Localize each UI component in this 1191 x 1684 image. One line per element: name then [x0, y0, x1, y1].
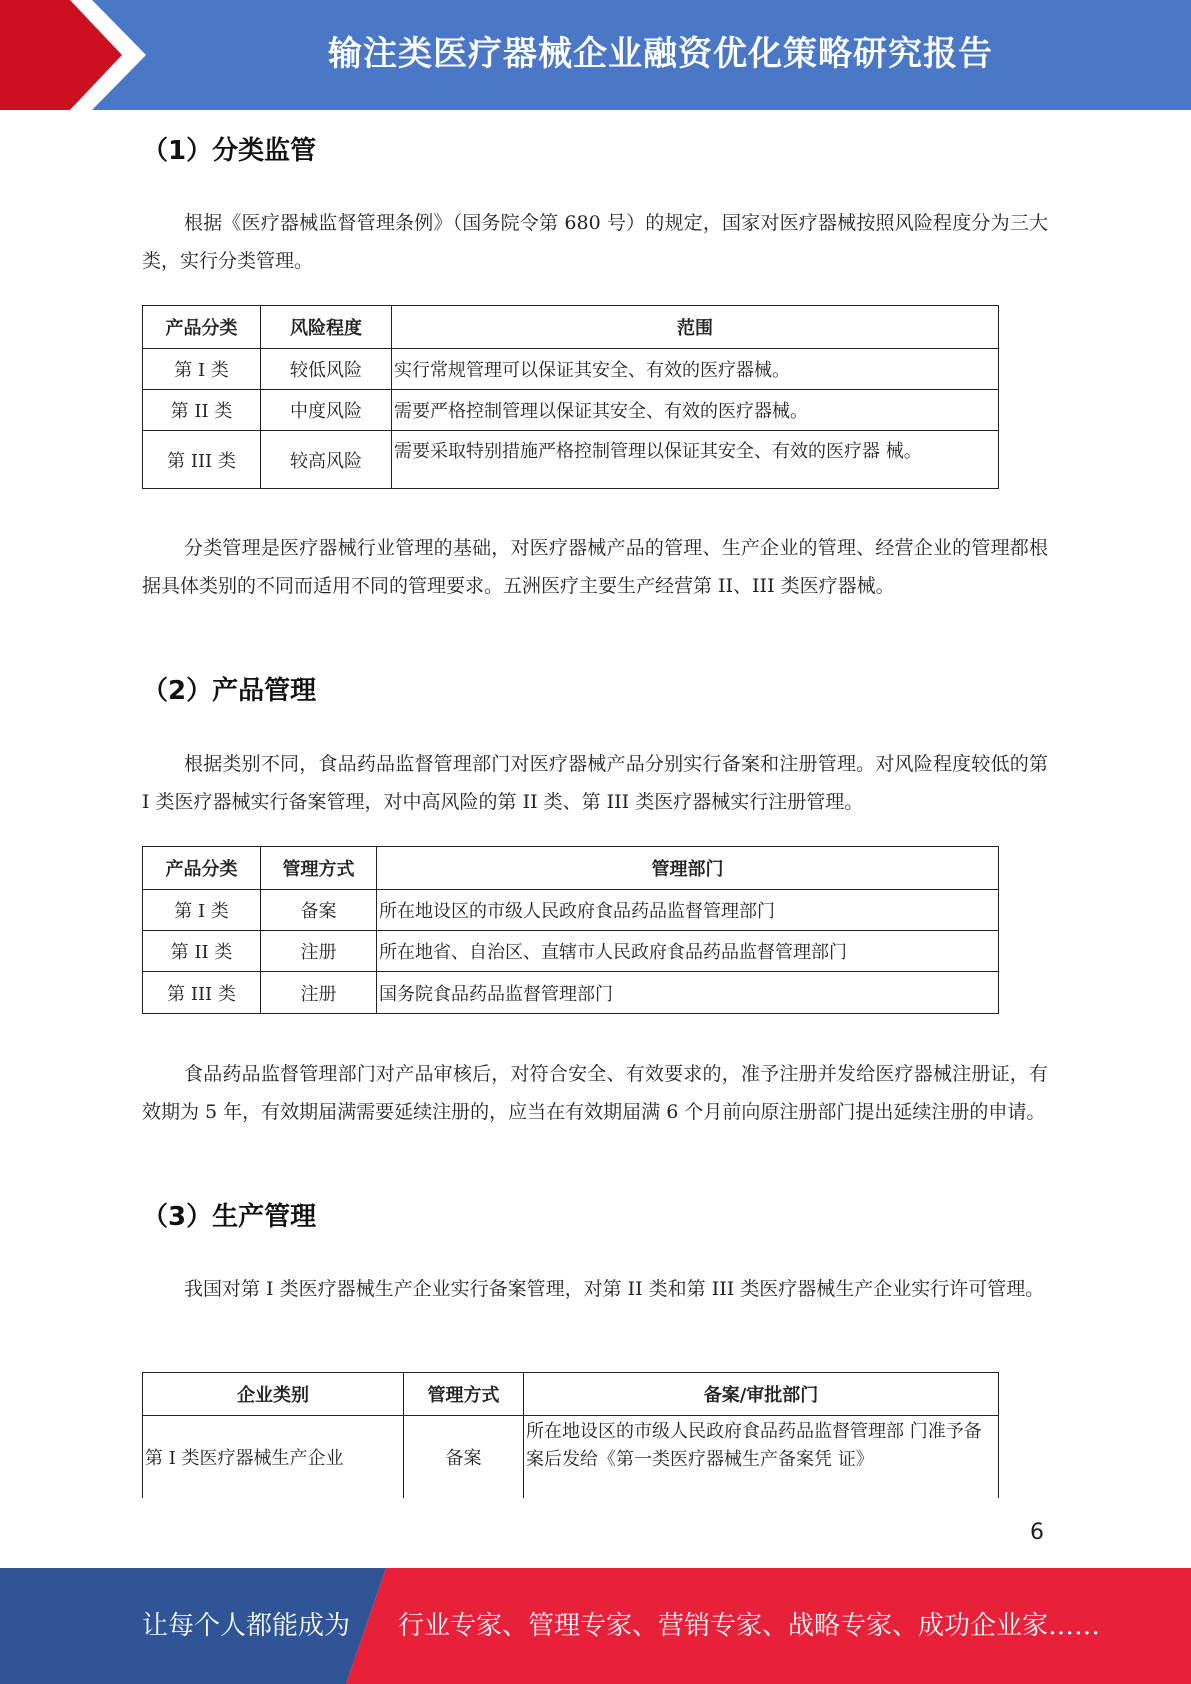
- table-cell: 所在地省、自治区、直辖市人民政府食品药品监督管理部门: [377, 931, 999, 972]
- production-management-table: [142, 1372, 999, 1498]
- table-row: [143, 931, 999, 972]
- table-cell: 所在地设区的市级人民政府食品药品监督管理部 门准予备案后发给《第一类医疗器械生产备案凭 证》: [524, 1416, 999, 1498]
- section-heading-classification: （1）分类监管: [142, 136, 317, 166]
- table-header-cell: 管理方式: [261, 847, 377, 890]
- table-cell: 第 III 类: [143, 431, 261, 489]
- header-arrow-decoration: [0, 0, 160, 110]
- table-row: [143, 431, 999, 489]
- table-header-row: [143, 847, 999, 890]
- table-header-row: [143, 306, 999, 349]
- table-cell: 注册: [261, 972, 377, 1014]
- table-cell: 第 I 类医疗器械生产企业: [143, 1416, 404, 1498]
- section-heading-production-management: （3）生产管理: [142, 1202, 317, 1232]
- table-cell: 第 III 类: [143, 972, 261, 1014]
- table-row: [143, 349, 999, 390]
- page-header: [0, 0, 1191, 110]
- table-cell: 需要严格控制管理以保证其安全、有效的医疗器械。: [392, 390, 999, 431]
- paragraph: 我国对第 I 类医疗器械生产企业实行备案管理，对第 II 类和第 III 类医疗器械生产企业实行许可管理。: [184, 1278, 1045, 1300]
- section-heading-product-management: （2）产品管理: [142, 676, 317, 706]
- table-header-cell: 范围: [392, 306, 999, 349]
- paragraph: 食品药品监督管理部门对产品审核后，对符合安全、有效要求的，准予注册并发给医疗器械注册证，有效期为 5 年，有效期届满需要延续注册的，应当在有效期届满 6 个月前向原注册部门提出延续注册的申请。: [142, 1063, 1048, 1123]
- table-cell: 较低风险: [261, 349, 392, 390]
- classification-table: [142, 305, 999, 489]
- table-header-cell: 管理方式: [404, 1373, 524, 1416]
- table-cell: 需要采取特别措施严格控制管理以保证其安全、有效的医疗器 械。: [392, 431, 999, 489]
- table-header-cell: 风险程度: [261, 306, 392, 349]
- table-cell: 备案: [404, 1416, 524, 1498]
- table-header-cell: 产品分类: [143, 306, 261, 349]
- table-header-cell: 备案/审批部门: [524, 1373, 999, 1416]
- product-management-table: [142, 846, 999, 1014]
- table-cell: 第 II 类: [143, 390, 261, 431]
- table-header-cell: 产品分类: [143, 847, 261, 890]
- table-row: [143, 1416, 999, 1498]
- paragraph: 分类管理是医疗器械行业管理的基础，对医疗器械产品的管理、生产企业的管理、经营企业的管理都根据具体类别的不同而适用不同的管理要求。五洲医疗主要生产经营第 II、III 类医疗器械。: [142, 537, 1048, 597]
- table-cell: 实行常规管理可以保证其安全、有效的医疗器械。: [392, 349, 999, 390]
- table-cell: 较高风险: [261, 431, 392, 489]
- table-row: [143, 972, 999, 1014]
- table-cell: 中度风险: [261, 390, 392, 431]
- table-row: [143, 890, 999, 931]
- table-cell: 第 II 类: [143, 931, 261, 972]
- table-cell: 注册: [261, 931, 377, 972]
- table-cell: 国务院食品药品监督管理部门: [377, 972, 999, 1014]
- footer-slogan-right: 行业专家、管理专家、营销专家、战略专家、成功企业家……: [398, 1611, 1101, 1641]
- table-cell: 所在地设区的市级人民政府食品药品监督管理部门: [377, 890, 999, 931]
- table-header-cell: 管理部门: [377, 847, 999, 890]
- table-header-row: [143, 1373, 999, 1416]
- table-header-cell: 企业类别: [143, 1373, 404, 1416]
- footer-slogan-left: 让每个人都能成为: [142, 1611, 351, 1641]
- report-title: 输注类医疗器械企业融资优化策略研究报告: [328, 34, 993, 74]
- paragraph: 根据类别不同，食品药品监督管理部门对医疗器械产品分别实行备案和注册管理。对风险程度较低的第 I 类医疗器械实行备案管理，对中高风险的第 II 类、第 III 类医疗器械实行注册管理。: [142, 753, 1048, 813]
- table-cell: 备案: [261, 890, 377, 931]
- page-number: 6: [1030, 1520, 1044, 1545]
- paragraph: 根据《医疗器械监督管理条例》（国务院令第 680 号）的规定，国家对医疗器械按照风险程度分为三大类，实行分类管理。: [142, 212, 1048, 272]
- table-cell: 第 I 类: [143, 349, 261, 390]
- table-row: [143, 390, 999, 431]
- table-cell: 第 I 类: [143, 890, 261, 931]
